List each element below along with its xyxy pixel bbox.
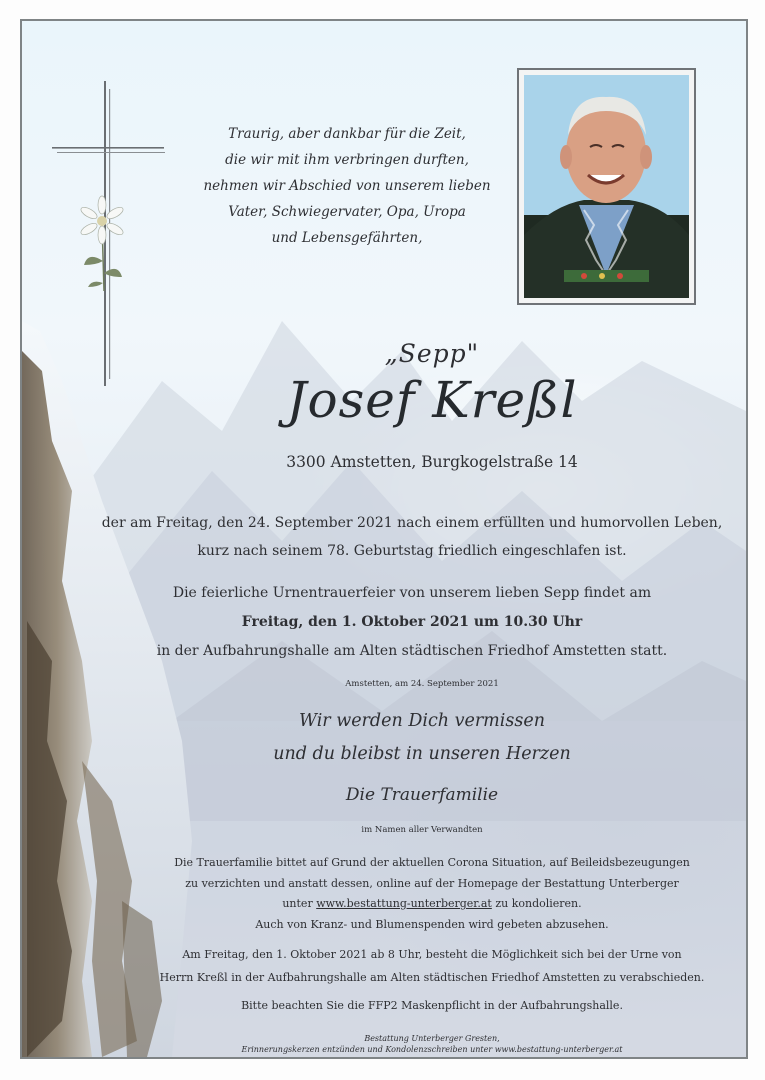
obituary-card (20, 19, 748, 1059)
intro-line: Vater, Schwiegervater, Opa, Uropa (228, 204, 466, 220)
farewell-line: und du bleibst in unseren Herzen (273, 744, 571, 764)
ceremony-date: Freitag, den 1. Oktober 2021 um 10.30 Uhr (241, 614, 583, 630)
urn-line: Am Freitag, den 1. Oktober 2021 ab 8 Uhr, besteht die Möglichkeit sich bei der Urne von (182, 948, 682, 961)
deceased-name: Josef Kreßl (286, 371, 578, 429)
urn-line: Herrn Kreßl in der Aufbahrungshalle am Alten städtischen Friedhof Amstetten zu verabschieden. (159, 971, 705, 984)
corona-line: zu verzichten und anstatt dessen, online auf der Homepage der Bestattung Unterberger (185, 876, 679, 890)
ceremony-notice (92, 579, 732, 666)
corona-notice (152, 853, 712, 935)
family-signature: Die Trauerfamilie (345, 785, 499, 805)
footer (202, 1033, 662, 1055)
farewell-line: Wir werden Dich vermissen (299, 711, 545, 731)
portrait-image (524, 75, 689, 298)
ceremony-line: Die feierliche Urnentrauerfeier von unserem lieben Sepp findet am (172, 585, 652, 601)
intro-line: und Lebensgefährten, (271, 230, 423, 246)
intro-line: die wir mit ihm verbringen durften, (225, 152, 469, 168)
relatives-note: im Namen aller Verwandten (361, 825, 483, 835)
intro-line: Traurig, aber dankbar für die Zeit, (228, 126, 466, 142)
corona-line: Die Trauerfamilie bittet auf Grund der aktuellen Corona Situation, auf Beileidsbezeugungen (174, 856, 690, 869)
mask-notice: Bitte beachten Sie die FFP2 Maskenpflicht in der Aufbahrungshalle. (241, 999, 623, 1012)
death-notice (92, 509, 732, 565)
corona-line-suffix: zu kondolieren. (491, 897, 582, 910)
farewell-text (222, 705, 622, 771)
intro-text (182, 121, 512, 251)
nickname: „Sepp" (384, 339, 480, 368)
corona-line (152, 894, 712, 915)
urn-notice (152, 943, 712, 989)
portrait-photo (517, 68, 696, 305)
corona-line: Auch von Kranz- und Blumenspenden wird gebeten abzusehen. (255, 917, 609, 931)
death-notice-line: kurz nach seinem 78. Geburtstag friedlich eingeschlafen ist. (197, 543, 627, 559)
cross-icon (52, 81, 172, 391)
address: 3300 Amstetten, Burgkogelstraße 14 (286, 453, 578, 471)
ceremony-line: in der Aufbahrungshalle am Alten städtischen Friedhof Amstetten statt. (156, 643, 668, 659)
death-notice-line: der am Freitag, den 24. September 2021 nach einem erfüllten und humorvollen Leben, (101, 515, 723, 531)
footer-line: Erinnerungskerzen entzünden und Kondolenzschreiben unter www.bestattung-unterberger.at (241, 1045, 623, 1054)
place-date: Amstetten, am 24. September 2021 (345, 679, 499, 689)
intro-line: nehmen wir Abschied von unserem lieben (203, 178, 491, 194)
footer-line: Bestattung Unterberger Gresten, (364, 1034, 500, 1043)
edelweiss-icon (79, 196, 125, 291)
homepage-link[interactable]: www.bestattung-unterberger.at (316, 897, 492, 910)
corona-line-prefix: unter (282, 897, 317, 910)
